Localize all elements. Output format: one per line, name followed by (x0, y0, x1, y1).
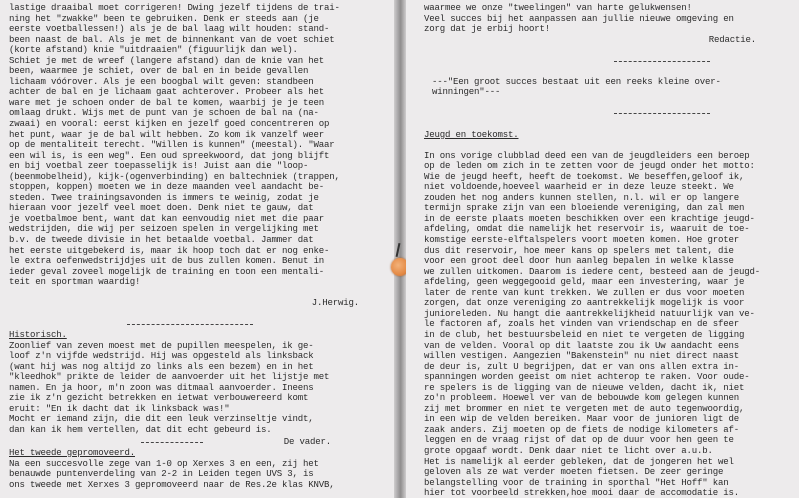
heading-historisch: Historisch. (9, 328, 67, 340)
text-line: op de mentaliteit terecht. "Willen is kunnen" (meestal). "Waar (9, 139, 335, 151)
section-divider (9, 319, 389, 330)
text-line: stoppen, koppen) moeten we in deze maanden veel aandacht be- (9, 181, 324, 193)
text-line: eruit: "En ik dacht dat ik linksback was!" (9, 402, 230, 414)
text-line: geloven als ze wat verder moeten fietsen. De zeer geringe (424, 466, 724, 478)
text-line: loof z'n vijfde wedstrijd. Hij was opgesteld als linksback (9, 350, 314, 362)
text-line: zouden het nog anders kunnen stellen, n.l. wil er op langere (424, 191, 739, 203)
heading-jeugd-en-toekomst: Jeugd en toekomst. (424, 128, 519, 140)
text-line: niet voldoende,hoeveel waarheid er in deze leuze steekt. We (424, 181, 734, 193)
quote-line: winningen"--- (432, 86, 501, 98)
text-line: teit en sportman waardig! (9, 276, 141, 288)
text-line: waarmee we onze "tweelingen" van harte gelukwensen! (424, 2, 692, 13)
text-line: lichaam vóórover. Als je een boogbal wilt geven: standbeen (9, 75, 314, 87)
text-line: voor een groot deel door hun aanleg bepalen in welke klasse (424, 255, 734, 267)
signature-vader-row (9, 437, 389, 448)
signature-vader: De vader. (283, 436, 331, 448)
right-column (424, 3, 796, 498)
text-line: het eerste uitgebekerd is, maar ik hoop toch dat er nog enke- (9, 244, 330, 256)
text-line: zij met brommer en niet te vergeten met de auto tegenwoordig, (424, 402, 745, 414)
text-line: (korte afstand) knie "uitdraaien" (figuurlijk dan wel). (9, 44, 298, 56)
text-line: later de rente van kunt trekken. We zullen er dus voor moeten (424, 286, 745, 298)
text-line: willen vestigen. Aangezien "Bakenstein" nu niet direct naast (424, 350, 739, 362)
text-line: afdeling, omdat die namelijk het reservoir is, waaruit de toe- (424, 223, 750, 235)
text-line: junioreleden. Nu hangt die aantrekkelijkheid natuurlijk van ve- (424, 307, 755, 319)
text-line: het punt, waar je de bal wilt hebben. Zo kom ik vanzelf weer (9, 128, 324, 140)
text-line: Het is namelijk al eerder gebleken, dat de jongeren het wel (424, 455, 734, 467)
text-line: ning het "zwakke" been te gebruiken. Denk er steeds aan (je (9, 12, 319, 24)
text-line: zwaai) en vooral: eerst kijken en jezelf goed concentreren op (9, 118, 330, 130)
text-line: (beenmobelheid), kijk-(ogenverbinding) en baltechniek (trappen, (9, 170, 340, 182)
heading-tweede-gepromoveerd: Het tweede gepromoveerd. (9, 446, 135, 458)
text-line: grote opgaaf wordt. Denk daar niet te licht over a.u.b. (424, 444, 713, 456)
text-line: in een wip de velden bereiken. Maar voor de junioren ligt de (424, 413, 739, 425)
quote-line: ---"Een groot succes bestaat uit een reeks kleine over- (432, 75, 721, 87)
text-line: "kleedhok" prikte de leider de aanvoerder uit het lijstje met (9, 371, 330, 383)
text-line: benauwde puntenverdeling van 2-2 in Leiden tegen UVS 3, is (9, 468, 314, 480)
text-line: Na een succesvolle zege van 1-0 op Xerxes 3 en een, zij het (9, 457, 319, 469)
text-line: belangstelling voor de training in sporthal "Het Hoff" kan (424, 476, 729, 488)
text-line: ware met je schoen onder de bal te komen, waarbij je je teen (9, 96, 324, 108)
text-line: van de velden. Vooral op dit laatste zou ik Uw aandacht eens (424, 339, 739, 351)
text-line: een wil is, is een weg". Een oud spreekwoord, dat jong blijft (9, 149, 330, 161)
signature-redactie: Redactie. (708, 33, 756, 45)
signature-herwig: J.Herwig. (311, 297, 359, 309)
text-line: leggen en de vraag rijst of dat op de duur voor hen geen te (424, 434, 734, 446)
section-divider (424, 56, 796, 67)
left-column (9, 3, 389, 490)
text-line: b.v. de tweede divisie in het betaalde voetbal. Jammer dat (9, 234, 314, 246)
text-line: Wie de jeugd heeft, heeft de toekomst. We beseffen,geloof ik, (424, 170, 745, 182)
text-line: been, waarmee je schiet, over de bal en in beide gevallen (9, 65, 309, 77)
text-line: Schiet je met de wreef (langere afstand) dan de knie van het (9, 54, 324, 66)
text-line: ieder geval zoveel mogelijk de training en toon een mentali- (9, 265, 324, 277)
text-line: termijn sprake zijn van een bloeiende vereniging, dan zal men (424, 202, 745, 214)
text-line: dan kan ik hem vertellen, dat dit echt gebeurd is. (9, 423, 272, 435)
text-line: hier tot voorbeeld strekken,hoe mooi daar de accomodatie is. (424, 487, 739, 498)
text-line: zo'n probleem. Hoewel ver van de bebouwde kom gelegen kunnen (424, 392, 739, 404)
section-divider (424, 108, 796, 119)
text-line: ons tweede met Xerxes 3 gepromoveerd naar de Res.2e klas KNVB, (9, 478, 335, 490)
text-line: zorgen, dat onze vereniging zo aantrekkelijk mogelijk is voor (424, 297, 745, 309)
text-line: omlaag drukt. Wijs met de punt van je schoen de bal na (na- (9, 107, 319, 119)
text-line: in de club, het bestuursbeleid en niet te vergeten de ligging (424, 328, 745, 340)
right-page (406, 0, 799, 498)
text-line: (want hij was nog altijd zo links als een bezem) en in het (9, 360, 314, 372)
text-line: in de eerste plaats moeten beschikken over een krachtige jeugd- (424, 212, 755, 224)
text-line: In ons vorige clubblad deed een van de jeugdleiders een beroep (424, 149, 750, 161)
text-line: eerste voetballessen!) als je de bal laag wilt houden: stand- (9, 23, 330, 35)
text-line: we zullen uitkomen. Daarom is iedere cent, besteed aan de jeugd- (424, 265, 760, 277)
text-line: zaak anders. Zij moeten op de fiets de nodige kilometers af- (424, 423, 739, 435)
text-line: spanningen worden geeist om niet achterop te raken. Voor oude- (424, 371, 750, 383)
text-line: Mocht er iemand zijn, die dit een leuk verzinseltje vindt, (9, 413, 314, 425)
text-line: lastige draaibal moet corrigeren! Dwing jezelf tijdens de trai- (9, 2, 340, 13)
text-line: je voetbalmoe bent, want dat kan eenvoudig niet met die paar (9, 212, 324, 224)
text-line: op de leden om zich in te zetten voor de jeugd onder het motto: (424, 160, 755, 172)
text-line: Zoonlief van zeven moest met de pupillen meespelen, ik ge- (9, 339, 314, 351)
text-line: hieraan voor jezelf veel moet doen. Denk niet te gauw, dat (9, 202, 314, 214)
text-line: achter de bal en je lichaam gaat achterover. Probeer als het (9, 86, 324, 98)
text-line: namen. En ja hoor, m'n zoon was ditmaal aanvoerder. Ineens (9, 381, 314, 393)
text-line: le extra oefenwedstrijdjes uit de bus zullen komen. Benut in (9, 255, 324, 267)
text-line: Veel succes bij het aanpassen aan jullie nieuwe omgeving en (424, 12, 734, 24)
text-line: le factoren af, zoals het vinden van vriendschap en de sfeer (424, 318, 739, 330)
text-line: afdeling, geen weggegooid geld, maar een investering, waar je (424, 276, 745, 288)
text-line: komstige eerste-elftalspelers voort moeten komen. Hoe groter (424, 234, 739, 246)
text-line: been naast de bal. Als je met de binnenkant van de voet schiet (9, 33, 335, 45)
text-line: de deur is, zult U begrijpen, dat er van ons allen extra in- (424, 360, 739, 372)
text-line: zie ik z'n gezicht betrekken en ietwat verbouwereerd komt (9, 392, 309, 404)
book-gutter (394, 0, 406, 498)
text-line: wedstrijden, die wij per seizoen spelen in vergelijking met (9, 223, 319, 235)
text-line: zorg dat je erbij hoort! (424, 23, 550, 35)
text-line: re spelers is de ligging van de nieuwe velden, dacht ik, niet (424, 381, 745, 393)
text-line: en bij voetbal zeer toepasselijk is! Juist aan die "loop- (9, 160, 309, 172)
left-page (0, 0, 394, 498)
text-line: steden. Twee trainingsavonden is immers te weinig, zodat je (9, 191, 319, 203)
text-line: dus dit reservoir, hoe meer kans op spelers met talent, die (424, 244, 734, 256)
